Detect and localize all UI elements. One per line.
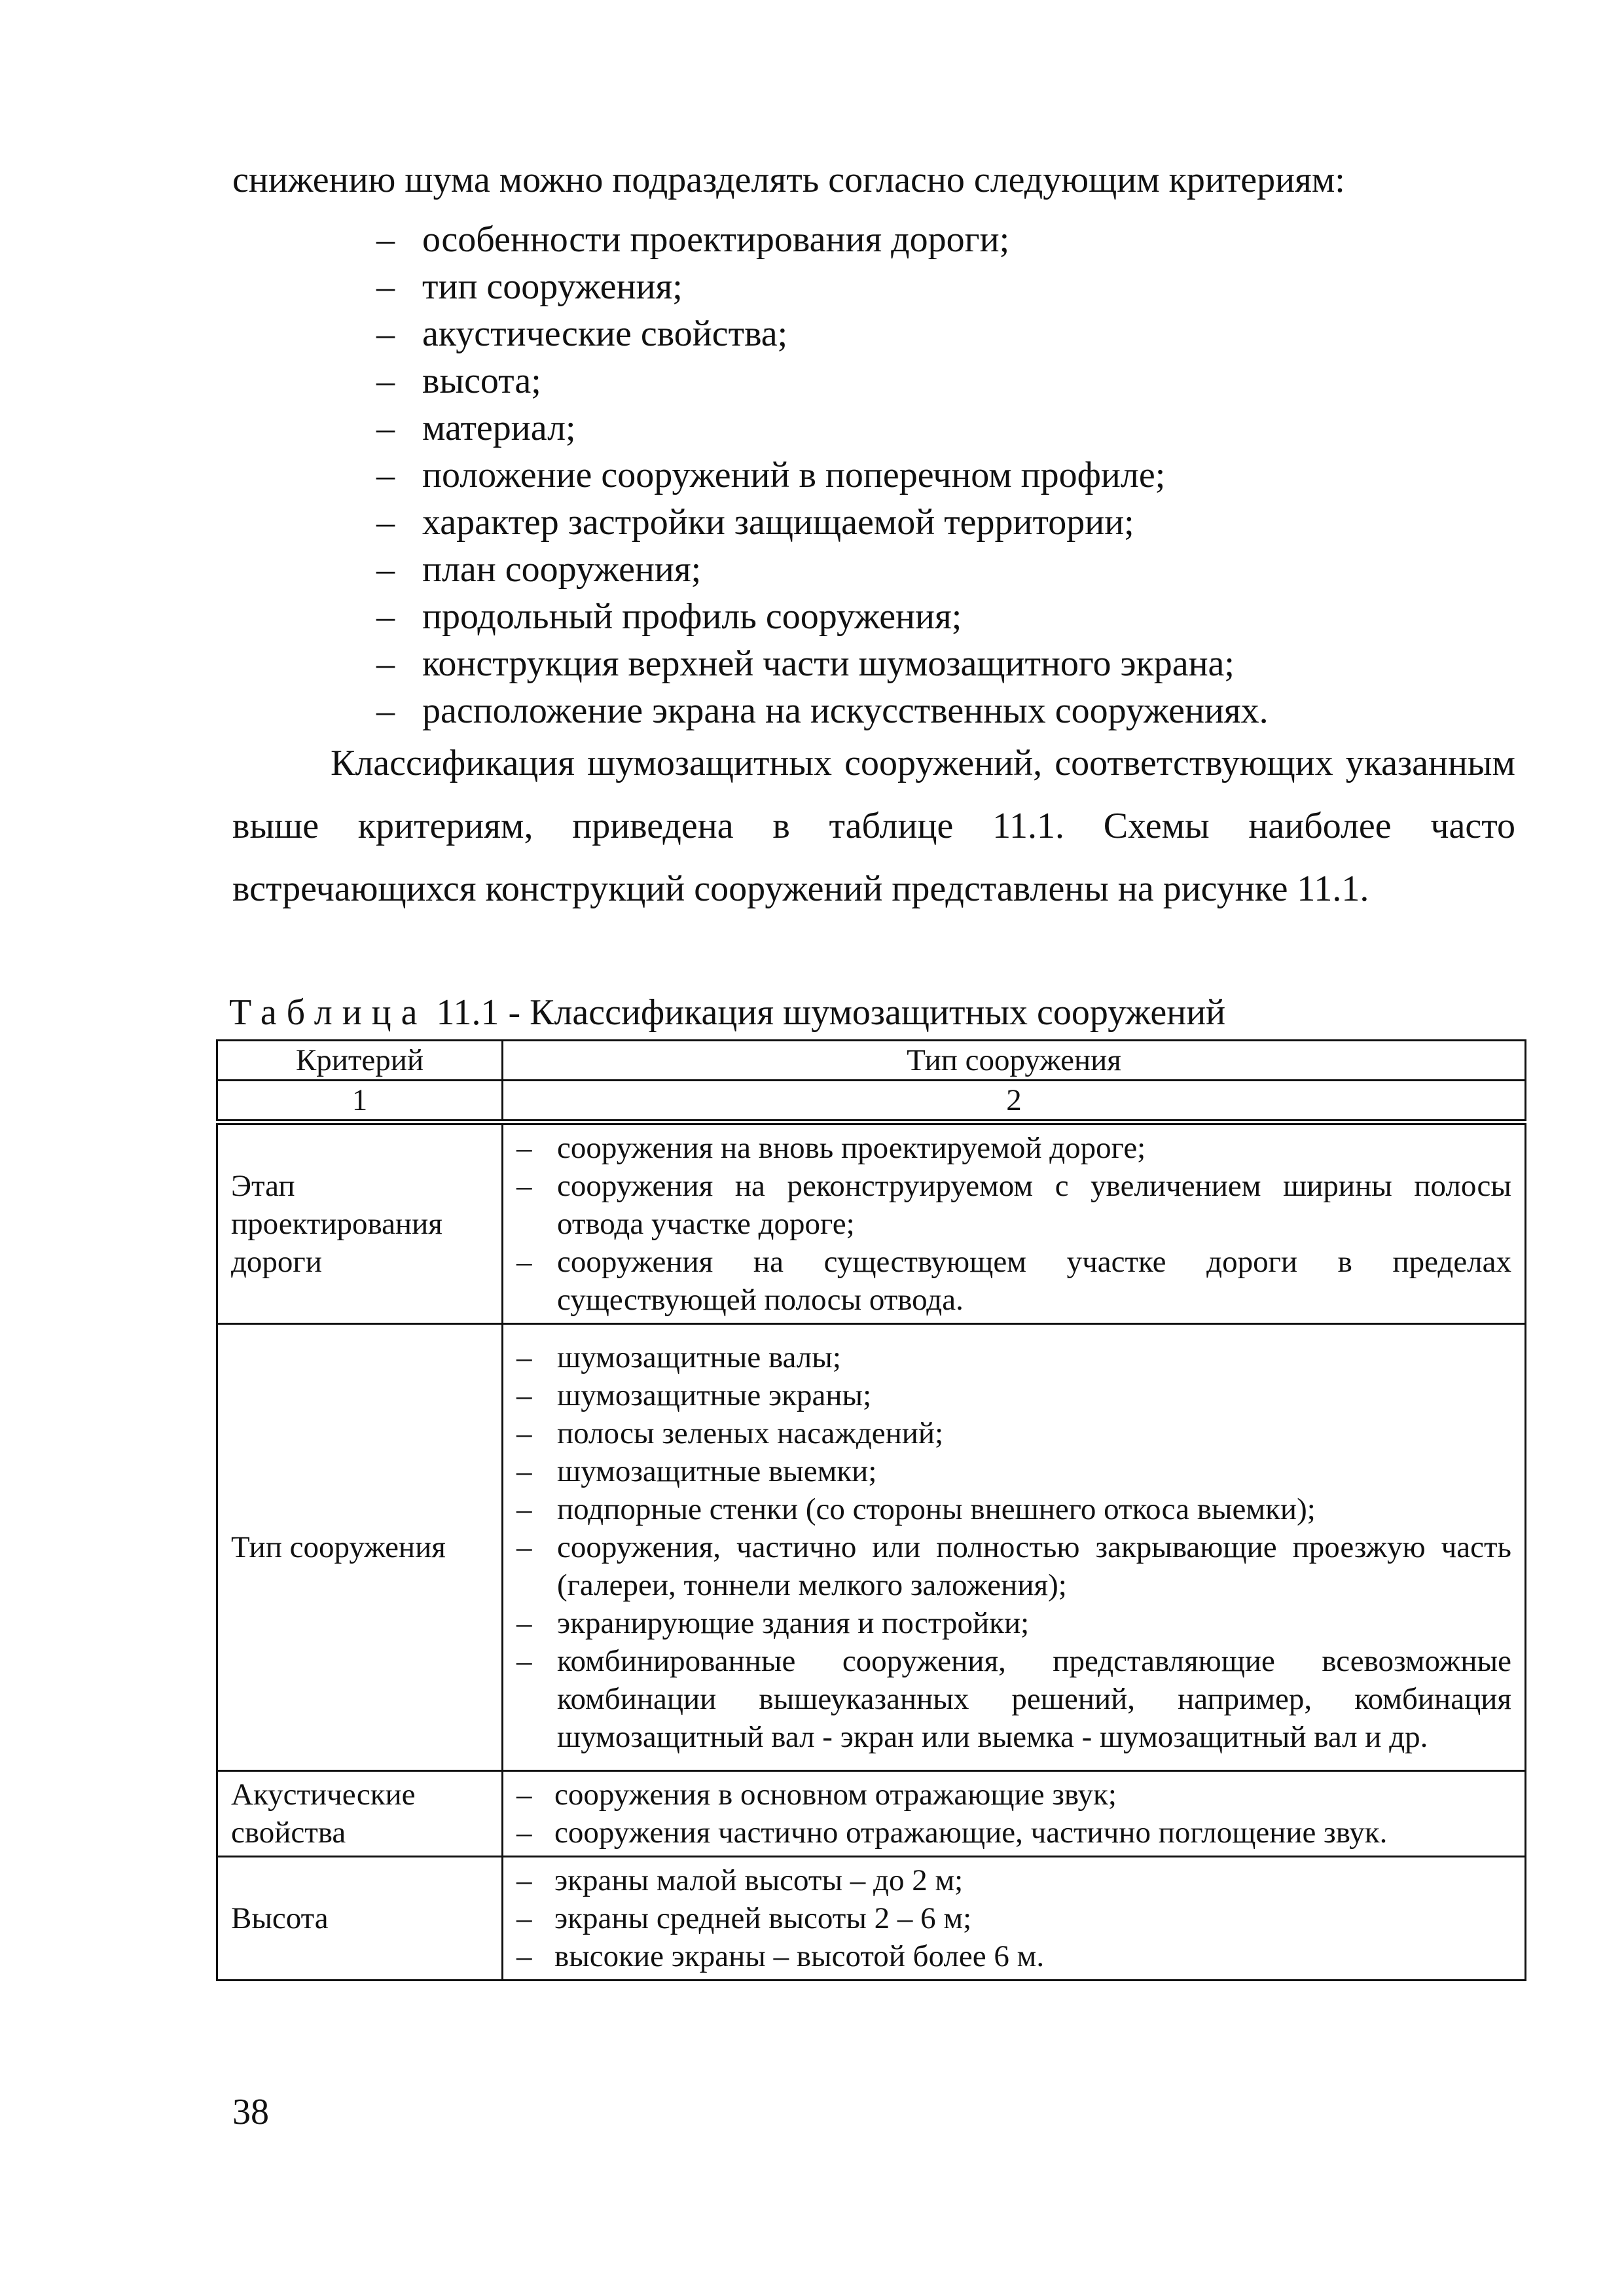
- types-cell: [503, 1122, 1526, 1324]
- list-item: – продольный профиль сооружения;: [376, 593, 1515, 640]
- dash-bullet: –: [516, 1939, 532, 1973]
- type-item: – экраны малой высоты – до 2 м;: [516, 1861, 1511, 1899]
- type-item: – подпорные стенки (со стороны внешнего откоса выемки);: [516, 1490, 1511, 1528]
- type-item: – сооружения в основном отражающие звук;: [516, 1776, 1511, 1814]
- intro-text: снижению шума можно подразделять согласно следующим критериям:: [232, 160, 1345, 200]
- table-caption-number: 11.1: [436, 992, 499, 1033]
- table-row: [217, 1122, 1526, 1324]
- dash-bullet: –: [376, 502, 395, 543]
- dash-bullet: –: [516, 1169, 532, 1203]
- types-cell: [503, 1324, 1526, 1771]
- type-item: – сооружения на вновь проектируемой дороге;: [516, 1129, 1511, 1167]
- column-number: 1: [217, 1081, 503, 1122]
- column-number: 2: [503, 1081, 1526, 1122]
- list-item: – план сооружения;: [376, 546, 1515, 593]
- types-cell: [503, 1857, 1526, 1981]
- list-item: – характер застройки защищаемой территории;: [376, 499, 1515, 546]
- table-caption-title: - Классификация шумозащитных сооружений: [508, 992, 1226, 1033]
- dash-bullet: –: [376, 219, 395, 260]
- type-item: – шумозащитные валы;: [516, 1338, 1511, 1376]
- type-item: – полосы зеленых насаждений;: [516, 1414, 1511, 1452]
- dash-bullet: –: [376, 549, 395, 590]
- dash-bullet: –: [376, 455, 395, 495]
- dash-bullet: –: [516, 1340, 532, 1374]
- dash-bullet: –: [516, 1644, 532, 1678]
- criterion-cell: Этап проектирования дороги: [217, 1122, 503, 1324]
- dash-bullet: –: [516, 1530, 532, 1564]
- list-item: – конструкция верхней части шумозащитного экрана;: [376, 640, 1515, 687]
- table-row: [217, 1324, 1526, 1771]
- dash-bullet: –: [376, 266, 395, 307]
- type-item: – сооружения на реконструируемом с увеличением ширины полосы отвода участке дороге;: [516, 1167, 1511, 1243]
- type-item: – шумозащитные выемки;: [516, 1452, 1511, 1490]
- page-number: 38: [232, 2092, 269, 2132]
- dash-bullet: –: [376, 314, 395, 354]
- dash-bullet: –: [516, 1131, 532, 1165]
- table-row: [217, 1771, 1526, 1857]
- classification-paragraph: Классификация шумозащитных сооружений, соответствующих указанным выше критериям, приведена в таблице 11.1. Схемы наиболее часто встречающихся конструкций сооружений представлены на рисунке 11.1.: [232, 743, 1515, 909]
- criteria-list: [376, 216, 1515, 734]
- table-row: [217, 1857, 1526, 1981]
- type-item: – сооружения частично отражающие, частично поглощение звук.: [516, 1814, 1511, 1852]
- type-item: – сооружения на существующем участке дороги в пределах существующей полосы отвода.: [516, 1243, 1511, 1319]
- table-caption-label: Таблица: [229, 992, 427, 1033]
- classification-table: [216, 1039, 1526, 1981]
- type-item: – экранирующие здания и постройки;: [516, 1604, 1511, 1642]
- dash-bullet: –: [516, 1416, 532, 1450]
- dash-bullet: –: [376, 596, 395, 637]
- dash-bullet: –: [516, 1492, 532, 1526]
- list-item: – положение сооружений в поперечном профиле;: [376, 452, 1515, 499]
- type-item: – экраны средней высоты 2 – 6 м;: [516, 1899, 1511, 1937]
- dash-bullet: –: [516, 1454, 532, 1488]
- dash-bullet: –: [516, 1606, 532, 1640]
- dash-bullet: –: [516, 1901, 532, 1935]
- dash-bullet: –: [376, 361, 395, 401]
- dash-bullet: –: [516, 1778, 532, 1812]
- type-item: – сооружения, частично или полностью закрывающие проезжую часть (галереи, тоннели мелкого заложения);: [516, 1528, 1511, 1604]
- table-header-row: [217, 1041, 1526, 1081]
- type-item: – шумозащитные экраны;: [516, 1376, 1511, 1414]
- header-criterion: Критерий: [217, 1041, 503, 1081]
- list-item: – акустические свойства;: [376, 310, 1515, 357]
- list-item: – расположение экрана на искусственных сооружениях.: [376, 687, 1515, 734]
- dash-bullet: –: [516, 1378, 532, 1412]
- list-item: – тип сооружения;: [376, 263, 1515, 310]
- dash-bullet: –: [376, 691, 395, 731]
- dash-bullet: –: [516, 1816, 532, 1850]
- dash-bullet: –: [376, 643, 395, 684]
- dash-bullet: –: [516, 1245, 532, 1279]
- list-item: – материал;: [376, 404, 1515, 452]
- list-item: – особенности проектирования дороги;: [376, 216, 1515, 263]
- types-cell: [503, 1771, 1526, 1857]
- criterion-cell: Высота: [217, 1857, 503, 1981]
- criterion-cell: Акустические свойства: [217, 1771, 503, 1857]
- dash-bullet: –: [376, 408, 395, 448]
- header-type: Тип сооружения: [503, 1041, 1526, 1081]
- criterion-cell: Тип сооружения: [217, 1324, 503, 1771]
- table-caption: [229, 992, 1525, 1033]
- dash-bullet: –: [516, 1863, 532, 1897]
- type-item: – высокие экраны – высотой более 6 м.: [516, 1937, 1511, 1975]
- type-item: – комбинированные сооружения, представляющие всевозможные комбинации вышеуказанных решений, например, комбинация шумозащитный вал - экран или выемка - шумозащитный вал и др.: [516, 1642, 1511, 1756]
- column-number-row: [217, 1081, 1526, 1122]
- list-item: – высота;: [376, 357, 1515, 404]
